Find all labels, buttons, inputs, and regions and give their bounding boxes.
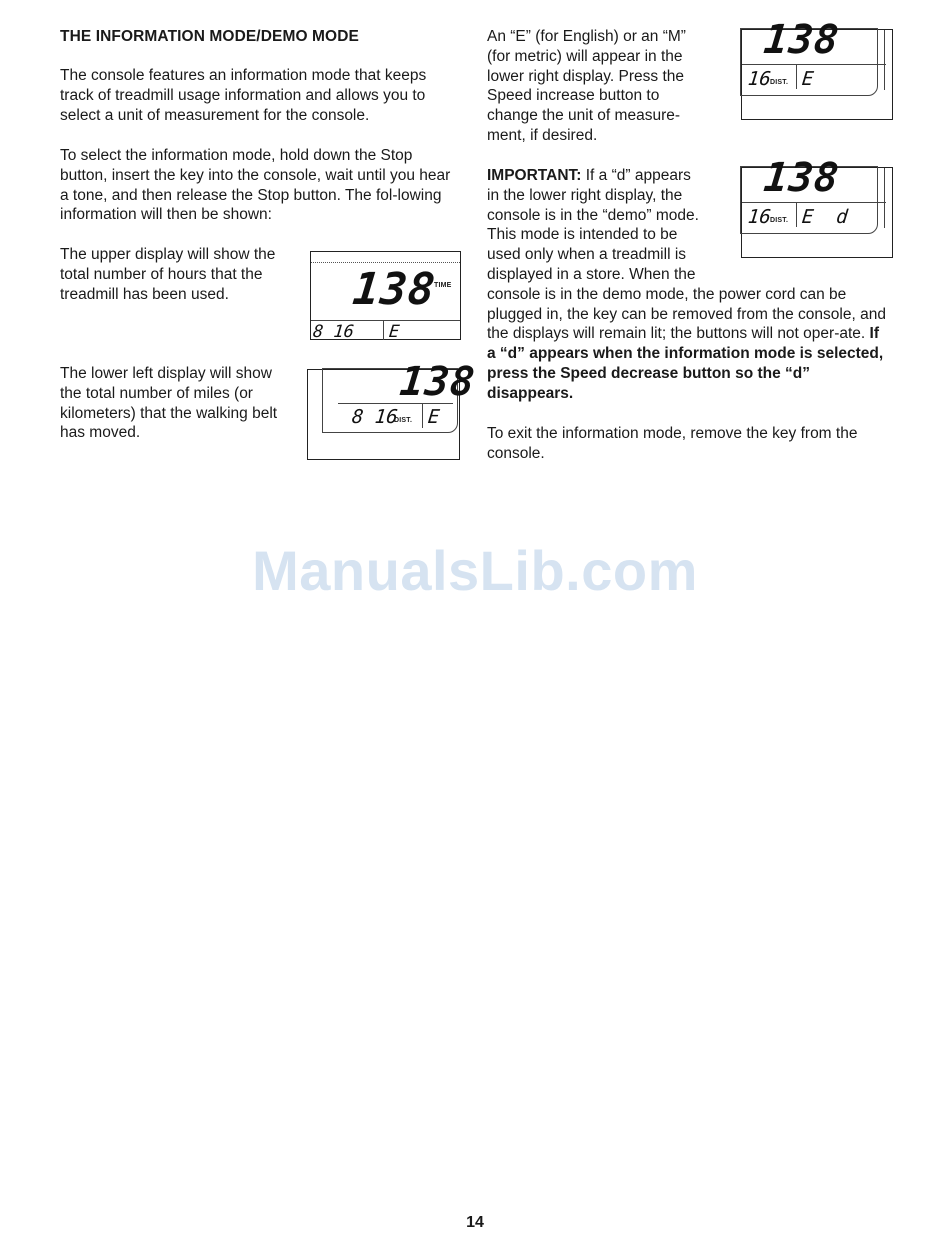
page-number: 14 — [466, 1214, 484, 1231]
important-text: If a “d” appears in the lower right display, the console is in the “demo” mode. This mode is intended to be used only when a treadmill is displayed in a store. When the console is in the demo mode, the power cord can be plugged in, the key can be removed from the console, and the displays will remain lit; the buttons will not oper-ate. — [487, 167, 886, 343]
important-instruction: If a “d” appears when the information mode is selected, press the Speed decrease button so the “d” disappears. — [487, 325, 884, 402]
upper-display-value: 138 — [761, 17, 842, 63]
important-label: IMPORTANT: — [487, 167, 582, 184]
lower-right-value: E — [387, 322, 401, 342]
lower-left-value: 8 16 — [350, 406, 399, 428]
exit-paragraph: To exit the information mode, remove the key from the console. — [487, 425, 858, 462]
console-display-time — [310, 251, 461, 340]
dist-label: DIST. — [394, 417, 413, 424]
lower-right-value: E — [426, 406, 441, 428]
watermark: ManualsLib.com — [252, 539, 698, 602]
upper-display-value: 138 — [761, 155, 842, 201]
upper-display-paragraph: The upper display will show the total number of hours that the treadmill has been used. — [60, 246, 276, 303]
unit-paragraph: An “E” (for English) or an “M” (for metric) will appear in the lower right display. Press the Speed increase button to change the unit of measure-ment, if desired. — [487, 28, 686, 144]
upper-display-value: 138 — [350, 264, 439, 315]
lower-right-value: E — [800, 68, 815, 90]
upper-display-value: 138 — [397, 359, 478, 405]
time-label: TIME — [434, 282, 452, 289]
lower-right-value: E d — [800, 206, 849, 228]
lower-left-display-paragraph: The lower left display will show the total number of miles (or kilometers) that the walking belt has moved. — [60, 365, 278, 442]
select-mode-paragraph: To select the information mode, hold down the Stop button, insert the key into the console, wait until you hear a tone, and then release the Stop button. The fol-lowing information will then be shown: — [60, 147, 451, 224]
section-heading: THE INFORMATION MODE/DEMO MODE — [60, 28, 359, 45]
lower-left-value: 8 16 — [311, 322, 356, 342]
console-display-distance — [307, 359, 478, 460]
dist-label: DIST. — [770, 217, 789, 224]
lower-left-value: 16 — [746, 206, 773, 228]
intro-paragraph: The console features an information mode that keeps track of treadmill usage information and allows you to select a unit of measurement for the console. — [60, 67, 427, 124]
console-display-unit — [741, 17, 893, 120]
dist-label: DIST. — [770, 79, 789, 86]
console-display-demo — [741, 155, 893, 258]
lower-left-value: 16 — [746, 68, 773, 90]
